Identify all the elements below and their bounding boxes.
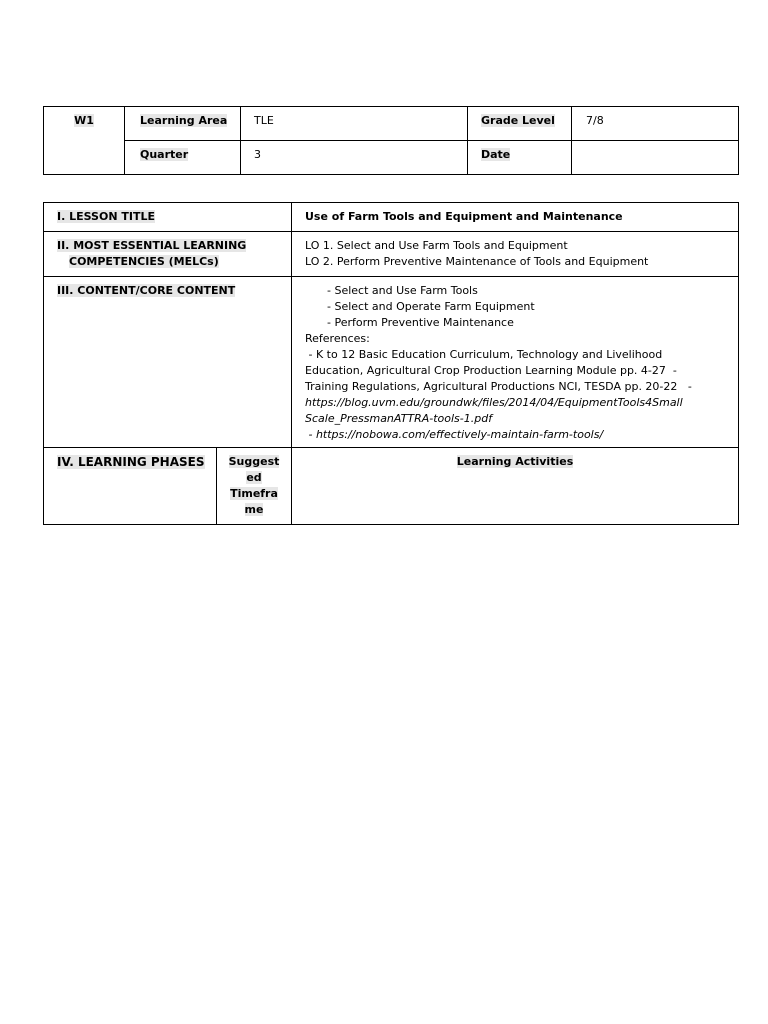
- melc-label-line2: COMPETENCIES (MELCs): [69, 255, 219, 268]
- melc-item: LO 2. Perform Preventive Maintenance of Tools and Equipment: [305, 255, 649, 268]
- quarter-value-cell: [241, 141, 468, 175]
- reference-line: Training Regulations, Agricultural Productions NCI, TESDA pp. 20-22 -: [305, 380, 692, 393]
- learning-area-label-cell: [125, 107, 241, 141]
- melc-label-cell: [44, 232, 292, 277]
- lesson-title-label-cell: [44, 203, 292, 232]
- quarter-value: 3: [254, 148, 261, 161]
- week-label: W1: [74, 114, 94, 127]
- lesson-title-value: Use of Farm Tools and Equipment and Maintenance: [305, 210, 623, 223]
- activities-cell: [292, 448, 739, 525]
- content-label-cell: [44, 277, 292, 448]
- lesson-table: [43, 202, 739, 525]
- activities-label: Learning Activities: [456, 455, 574, 468]
- reference-link[interactable]: https://blog.uvm.edu/groundwk/files/2014/04/EquipmentTools4Small: [305, 396, 683, 409]
- date-value-cell: [572, 141, 739, 175]
- melc-label-line1: II. MOST ESSENTIAL LEARNING: [57, 239, 247, 252]
- reference-line: Education, Agricultural Crop Production Learning Module pp. 4-27 -: [305, 364, 677, 377]
- week-cell: [44, 107, 125, 175]
- content-item: - Select and Use Farm Tools: [327, 284, 478, 297]
- quarter-label: Quarter: [140, 148, 189, 161]
- learning-area-label: Learning Area: [140, 114, 228, 127]
- timeframe-label-line: Suggest: [228, 455, 280, 468]
- header-table: [43, 106, 739, 175]
- reference-link[interactable]: - https://nobowa.com/effectively-maintain-farm-tools/: [305, 428, 604, 441]
- melc-item: LO 1. Select and Use Farm Tools and Equipment: [305, 239, 568, 252]
- learning-area-value-cell: [241, 107, 468, 141]
- quarter-label-cell: [125, 141, 241, 175]
- grade-level-label: Grade Level: [481, 114, 555, 127]
- grade-level-value: 7/8: [586, 114, 604, 127]
- grade-level-label-cell: [468, 107, 572, 141]
- timeframe-label-line: Timefra: [230, 487, 278, 500]
- date-label-cell: [468, 141, 572, 175]
- content-cell: [292, 277, 739, 448]
- timeframe-label-line: ed: [246, 471, 262, 484]
- date-label: Date: [481, 148, 511, 161]
- phases-label: IV. LEARNING PHASES: [57, 455, 205, 469]
- content-item: - Select and Operate Farm Equipment: [327, 300, 535, 313]
- melc-list-cell: [292, 232, 739, 277]
- reference-line: - K to 12 Basic Education Curriculum, Technology and Livelihood: [305, 348, 663, 361]
- grade-level-value-cell: [572, 107, 739, 141]
- reference-link[interactable]: Scale_PressmanATTRA-tools-1.pdf: [305, 412, 493, 425]
- timeframe-cell: [217, 448, 292, 525]
- lesson-title-value-cell: [292, 203, 739, 232]
- content-label: III. CONTENT/CORE CONTENT: [57, 284, 236, 297]
- learning-area-value: TLE: [254, 114, 274, 127]
- content-item: - Perform Preventive Maintenance: [327, 316, 514, 329]
- lesson-title-label: I. LESSON TITLE: [57, 210, 155, 223]
- references-label: References:: [305, 332, 370, 345]
- phases-label-cell: [44, 448, 217, 525]
- timeframe-label-line: me: [244, 503, 264, 516]
